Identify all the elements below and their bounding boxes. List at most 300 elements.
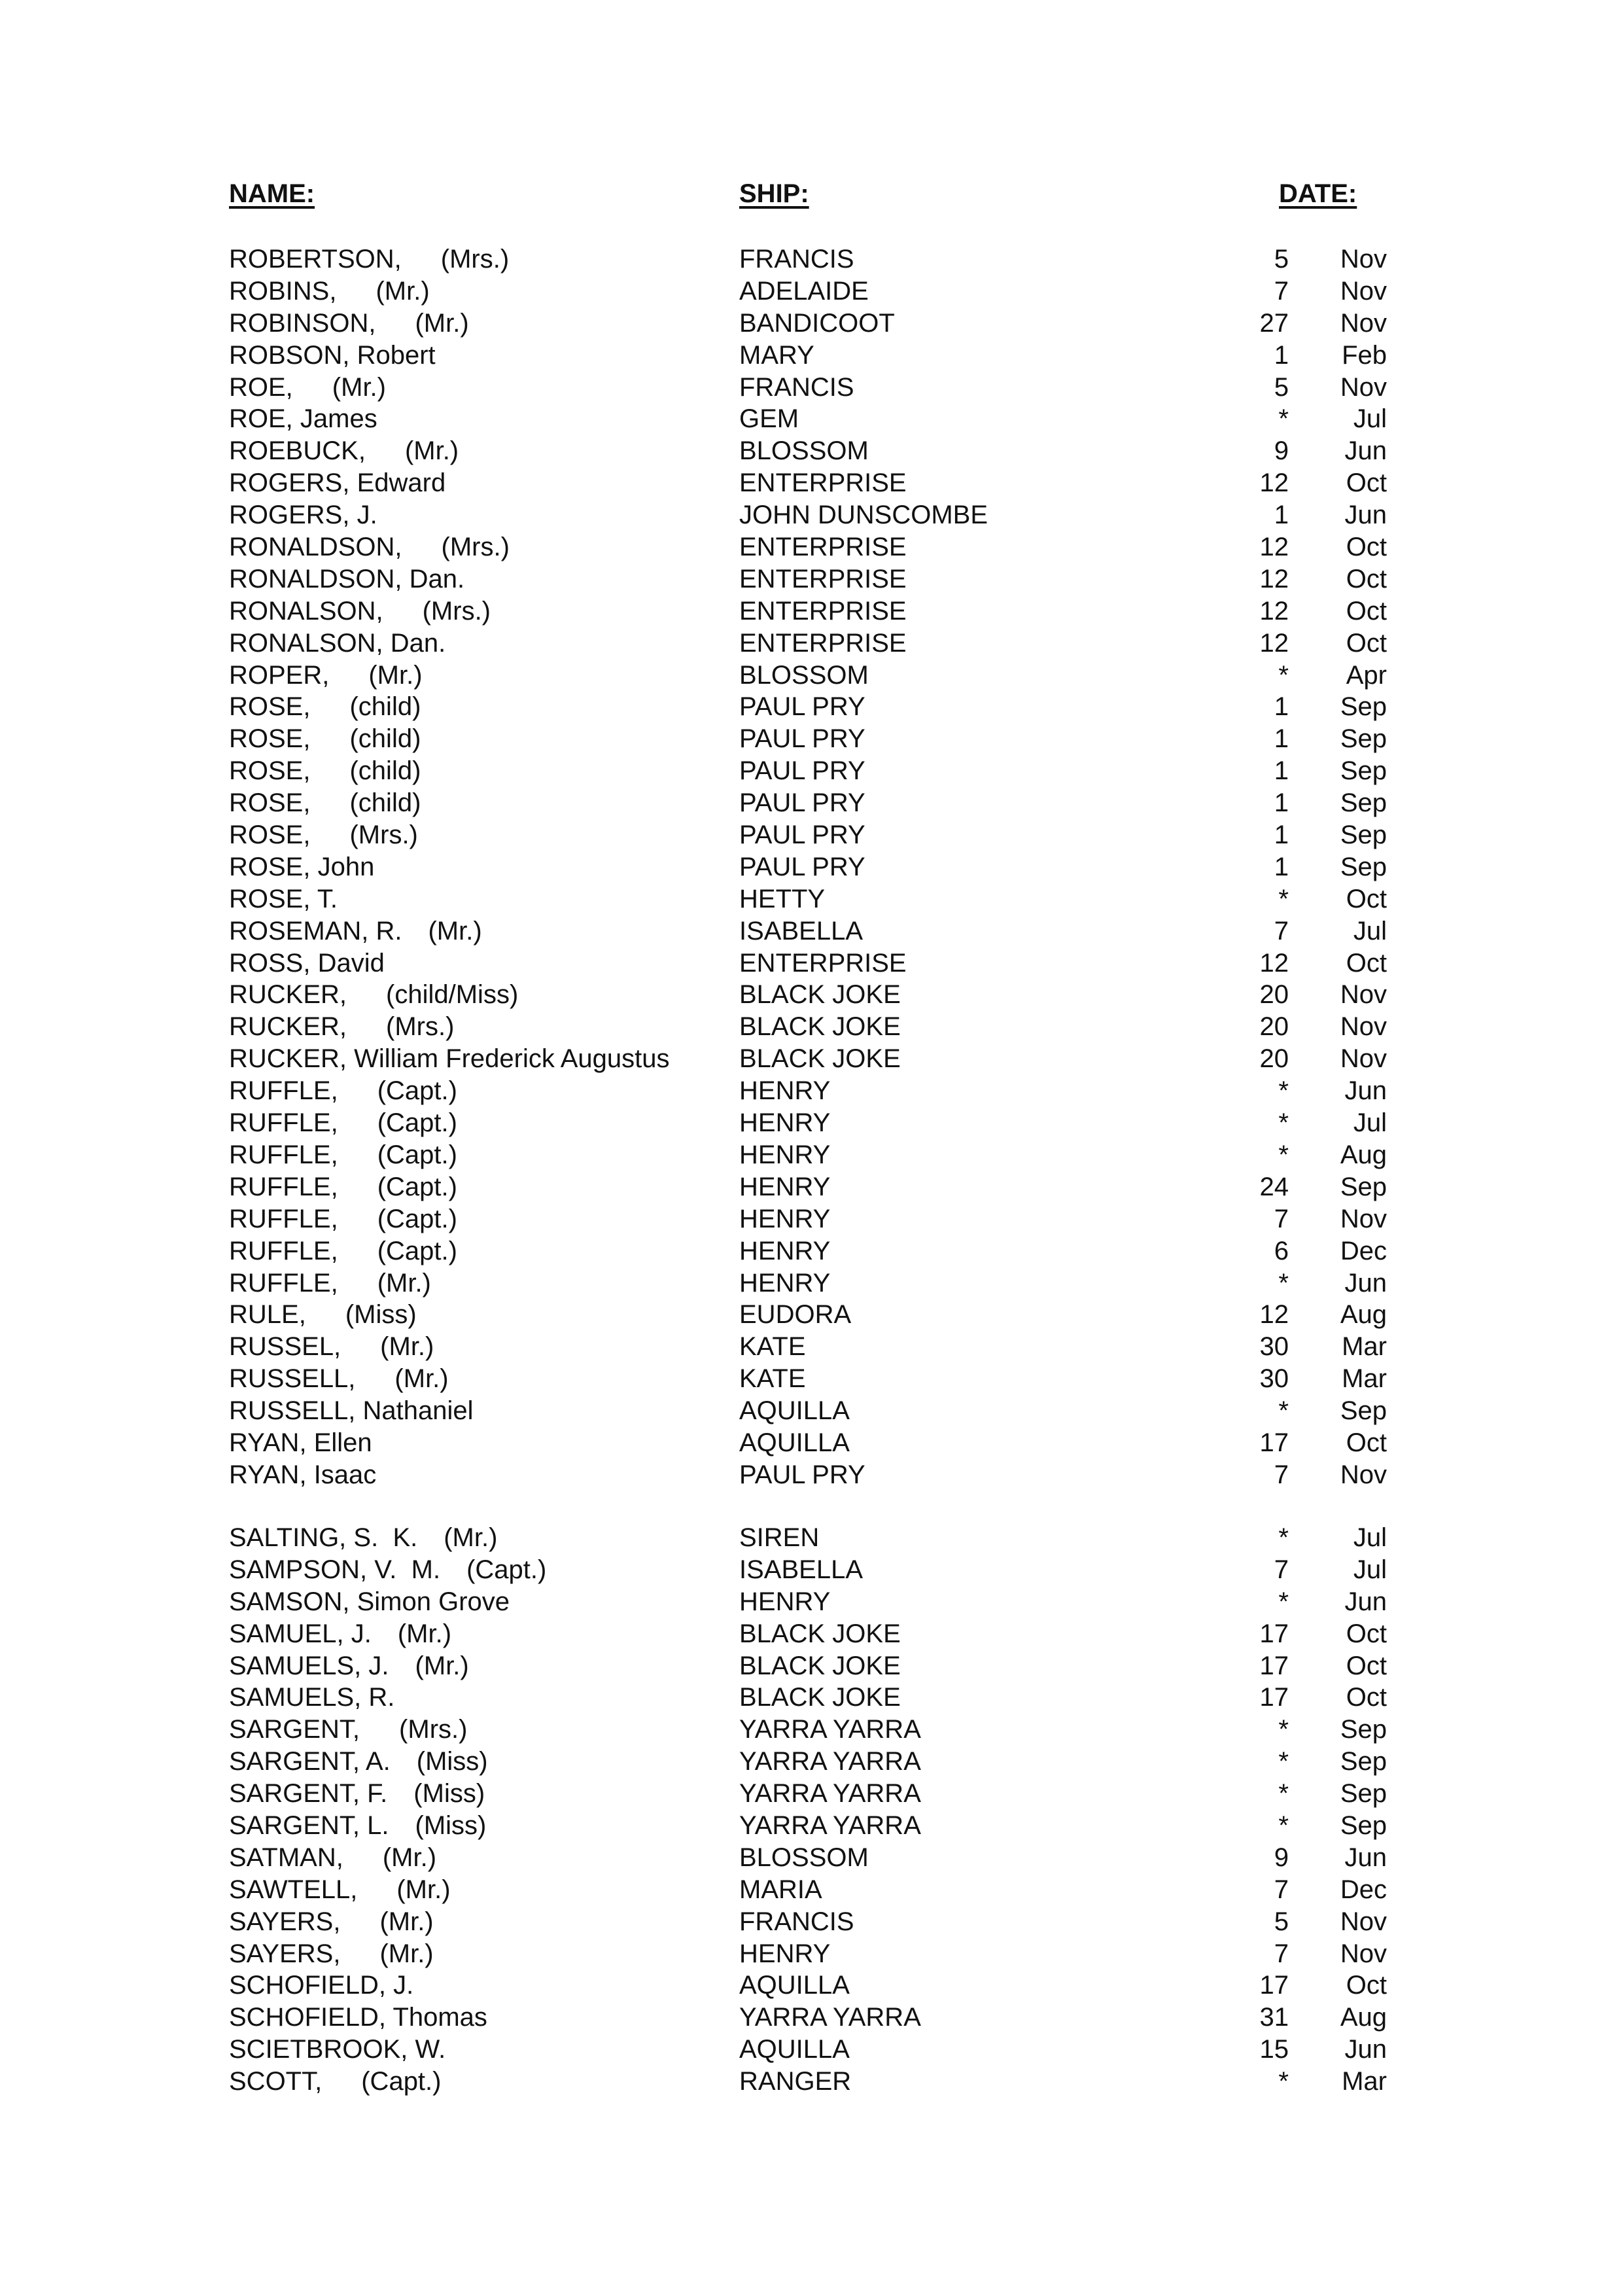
honorific: (Mr.)	[332, 372, 386, 402]
passenger-row	[222, 1682, 1393, 1714]
date-day: *	[1278, 1396, 1289, 1426]
date-day: 17	[1259, 1683, 1289, 1712]
date-day: 17	[1259, 1428, 1289, 1457]
ship-name: PAUL PRY	[739, 788, 865, 818]
date-month: Sep	[1340, 852, 1387, 881]
date-month: Nov	[1340, 1012, 1387, 1042]
surname: SAMUELS,	[229, 1651, 362, 1680]
surname: RUFFLE,	[229, 1236, 338, 1265]
passenger-row	[222, 1235, 1393, 1267]
surname: ROGERS,	[229, 501, 350, 530]
honorific: (Mr.)	[444, 1523, 498, 1552]
date-month: Sep	[1340, 1396, 1387, 1426]
given-name: A.	[365, 1747, 391, 1776]
given-name: L.	[367, 1811, 389, 1841]
date-month: Oct	[1346, 628, 1387, 658]
ship-name: FRANCIS	[739, 372, 854, 402]
date-day: 27	[1259, 308, 1289, 338]
honorific: (Mr.)	[415, 1651, 469, 1680]
date-day: 5	[1274, 1907, 1289, 1936]
surname: RUCKER,	[229, 980, 347, 1010]
passenger-row	[222, 1778, 1393, 1810]
ship-name: BLACK JOKE	[739, 1683, 901, 1712]
passenger-row	[222, 1331, 1393, 1363]
honorific: (Capt.)	[361, 2067, 442, 2096]
date-month: Sep	[1340, 1715, 1387, 1744]
passenger-name	[229, 627, 445, 660]
ship-name: ADELAIDE	[739, 276, 869, 306]
passenger-name	[229, 1842, 343, 1874]
passenger-row	[222, 1874, 1393, 1906]
honorific: (Mr.)	[380, 1332, 434, 1362]
passenger-name	[229, 1522, 417, 1554]
given-name: J.	[351, 1619, 372, 1648]
ship-name: BLACK JOKE	[739, 980, 901, 1010]
ship-name: PAUL PRY	[739, 821, 865, 850]
date-day: 5	[1274, 372, 1289, 402]
date-month: Nov	[1340, 1460, 1387, 1489]
ship-name: ENTERPRISE	[739, 948, 907, 978]
passenger-row	[222, 1906, 1393, 1938]
ship-name: KATE	[739, 1364, 806, 1394]
honorific: (Mr.)	[415, 308, 469, 338]
surname: SAWTELL,	[229, 1875, 358, 1904]
given-name: S. K.	[353, 1523, 418, 1552]
date-day: 1	[1274, 821, 1289, 850]
passenger-name	[229, 1650, 389, 1682]
passenger-row	[222, 851, 1393, 883]
honorific: (Miss)	[345, 1300, 417, 1330]
passenger-row	[222, 1938, 1393, 1970]
passenger-row	[222, 723, 1393, 755]
passenger-row	[222, 372, 1393, 404]
passenger-row	[222, 1363, 1393, 1395]
passenger-row	[222, 1554, 1393, 1586]
honorific: (child)	[349, 756, 421, 786]
date-month: Sep	[1340, 1747, 1387, 1776]
passenger-name	[229, 1427, 372, 1459]
passenger-row	[222, 308, 1393, 340]
surname: ROGERS,	[229, 468, 350, 498]
honorific: (Capt.)	[377, 1076, 457, 1106]
date-day: 1	[1274, 501, 1289, 530]
date-day: 15	[1259, 2035, 1289, 2064]
ship-name: RANGER	[739, 2067, 852, 2096]
date-day: 17	[1259, 1971, 1289, 2000]
surname: RONALSON,	[229, 628, 383, 658]
ship-name: ENTERPRISE	[739, 468, 907, 498]
date-month: Sep	[1340, 788, 1387, 818]
passenger-row	[222, 1075, 1393, 1107]
passenger-name	[229, 1459, 376, 1491]
honorific: (child)	[349, 788, 421, 818]
passenger-row	[222, 787, 1393, 819]
passenger-row	[222, 1395, 1393, 1427]
surname: RUSSEL,	[229, 1332, 341, 1362]
passenger-row	[222, 1618, 1393, 1650]
surname: RUSSELL,	[229, 1396, 356, 1426]
surname: RONALDSON,	[229, 564, 402, 593]
date-day: *	[1278, 1715, 1289, 1744]
given-name: J.	[393, 1971, 414, 2000]
date-day: *	[1278, 1523, 1289, 1552]
date-day: *	[1278, 404, 1289, 434]
given-name: Dan.	[390, 628, 446, 658]
date-day: 12	[1259, 564, 1289, 593]
given-name: David	[317, 948, 385, 978]
ship-name: BLOSSOM	[739, 1843, 869, 1872]
passenger-row	[222, 1299, 1393, 1331]
honorific: (Capt.)	[377, 1204, 457, 1233]
surname: SCIETBROOK,	[229, 2035, 408, 2064]
given-name: W.	[415, 2035, 446, 2064]
date-month: Oct	[1346, 468, 1387, 498]
ship-name: HENRY	[739, 1587, 831, 1616]
given-name: R.	[368, 1683, 395, 1712]
ship-name: FRANCIS	[739, 245, 854, 274]
date-month: Nov	[1340, 372, 1387, 402]
passenger-row	[222, 1714, 1393, 1746]
passenger-name	[229, 1139, 338, 1171]
date-month: Aug	[1340, 1140, 1387, 1169]
passenger-name	[229, 1746, 391, 1778]
surname: ROBINS,	[229, 276, 337, 306]
passenger-name	[229, 1714, 360, 1746]
passenger-row	[222, 1267, 1393, 1299]
ship-name: ISABELLA	[739, 916, 864, 945]
honorific: (Mr.)	[394, 1364, 449, 1394]
honorific: (Mr.)	[375, 276, 430, 306]
honorific: (child)	[349, 724, 421, 754]
surname: ROEBUCK,	[229, 436, 366, 466]
given-name: Simon Grove	[357, 1587, 510, 1616]
surname: ROSE,	[229, 724, 311, 754]
surname: ROSE,	[229, 692, 311, 722]
honorific: (Mrs.)	[441, 533, 510, 562]
honorific: (Mrs.)	[399, 1715, 468, 1744]
date-month: Nov	[1340, 308, 1387, 338]
date-day: *	[1278, 1779, 1289, 1809]
given-name: Thomas	[393, 2003, 487, 2032]
passenger-row	[222, 915, 1393, 947]
surname: RUFFLE,	[229, 1108, 338, 1138]
passenger-row	[222, 1842, 1393, 1874]
date-day: 20	[1259, 1044, 1289, 1074]
date-day: *	[1278, 1076, 1289, 1106]
date-month: Nov	[1340, 980, 1387, 1010]
honorific: (Mr.)	[379, 1939, 434, 1968]
date-day: 1	[1274, 340, 1289, 370]
given-name: T.	[317, 884, 338, 913]
passenger-name	[229, 723, 310, 755]
passenger-row	[222, 1043, 1393, 1075]
passenger-row	[222, 755, 1393, 787]
date-month: Oct	[1346, 1651, 1387, 1680]
passenger-row	[222, 1427, 1393, 1459]
honorific: (Capt.)	[466, 1555, 547, 1584]
date-month: Dec	[1340, 1236, 1387, 1265]
date-day: 5	[1274, 245, 1289, 274]
date-day: *	[1278, 1747, 1289, 1776]
passenger-name	[229, 787, 310, 819]
passenger-row	[222, 883, 1393, 915]
ship-name: BLACK JOKE	[739, 1651, 901, 1680]
date-day: 20	[1259, 980, 1289, 1010]
honorific: (Mrs.)	[349, 821, 418, 850]
date-day: 9	[1274, 1843, 1289, 1872]
date-day: 1	[1274, 788, 1289, 818]
ship-name: SIREN	[739, 1523, 820, 1552]
date-month: Nov	[1340, 1204, 1387, 1233]
honorific: (Mr.)	[377, 1268, 431, 1298]
date-day: *	[1278, 1811, 1289, 1841]
date-month: Oct	[1346, 1428, 1387, 1457]
surname: ROBERTSON,	[229, 245, 402, 274]
ship-name: PAUL PRY	[739, 756, 865, 786]
given-name: William Frederick Augustus	[354, 1044, 670, 1074]
passenger-name	[229, 819, 310, 851]
date-month: Oct	[1346, 1971, 1387, 2000]
date-month: Sep	[1340, 1779, 1387, 1809]
surname: ROSE,	[229, 756, 311, 786]
passenger-name	[229, 883, 338, 915]
date-month: Oct	[1346, 1683, 1387, 1712]
honorific: (child/Miss)	[386, 980, 519, 1010]
passenger-name	[229, 1938, 340, 1970]
passenger-row	[222, 435, 1393, 467]
date-month: Jul	[1353, 404, 1387, 434]
ship-column-header: SHIP:	[739, 179, 809, 208]
ship-name: YARRA YARRA	[739, 1811, 921, 1841]
ship-name: YARRA YARRA	[739, 1747, 921, 1776]
passenger-row	[222, 595, 1393, 627]
surname: SARGENT,	[229, 1811, 360, 1841]
ship-name: HENRY	[739, 1939, 831, 1968]
passenger-row	[222, 2034, 1393, 2066]
date-month: Sep	[1340, 692, 1387, 722]
honorific: (Mrs.)	[440, 245, 510, 274]
date-month: Jul	[1353, 1555, 1387, 1584]
given-name: Edward	[357, 468, 446, 498]
date-month: Nov	[1340, 1044, 1387, 1074]
ship-name: ENTERPRISE	[739, 628, 907, 658]
passenger-name	[229, 467, 445, 499]
date-month: Nov	[1340, 1939, 1387, 1968]
passenger-name	[229, 1682, 394, 1714]
surname: RONALSON,	[229, 596, 383, 626]
date-day: *	[1278, 1587, 1289, 1616]
ship-name: ISABELLA	[739, 1555, 864, 1584]
given-name: James	[300, 404, 377, 434]
passenger-name	[229, 275, 336, 308]
date-day: 1	[1274, 724, 1289, 754]
passenger-list-s	[222, 1522, 1393, 2098]
given-name: Robert	[357, 340, 436, 370]
date-day: 7	[1274, 1555, 1289, 1584]
ship-name: FRANCIS	[739, 1907, 854, 1936]
surname: RUFFLE,	[229, 1204, 338, 1233]
passenger-name	[229, 1363, 355, 1395]
given-name: V. M.	[374, 1555, 441, 1584]
date-day: 7	[1274, 916, 1289, 945]
ship-name: BLOSSOM	[739, 660, 869, 690]
passenger-row	[222, 403, 1393, 435]
date-day: 12	[1259, 948, 1289, 978]
passenger-row	[222, 819, 1393, 851]
passenger-name	[229, 1778, 387, 1810]
ship-name: YARRA YARRA	[739, 1715, 921, 1744]
passenger-name	[229, 1810, 389, 1842]
date-month: Oct	[1346, 1619, 1387, 1648]
passenger-name	[229, 1075, 338, 1107]
date-month: Oct	[1346, 564, 1387, 593]
passenger-name	[229, 2002, 487, 2034]
date-month: Nov	[1340, 276, 1387, 306]
passenger-name	[229, 1299, 306, 1331]
surname: RUFFLE,	[229, 1140, 338, 1169]
ship-name: ENTERPRISE	[739, 596, 907, 626]
passenger-name	[229, 531, 402, 563]
ship-name: BANDICOOT	[739, 308, 895, 338]
date-day: *	[1278, 884, 1289, 913]
passenger-name	[229, 1618, 372, 1650]
passenger-name	[229, 499, 377, 531]
date-month: Mar	[1342, 1364, 1387, 1394]
surname: RONALDSON,	[229, 533, 402, 562]
honorific: (Mr.)	[379, 1907, 434, 1936]
passenger-name	[229, 372, 293, 404]
date-month: Jun	[1344, 1587, 1387, 1616]
surname: ROE,	[229, 404, 293, 434]
passenger-list-r	[222, 243, 1393, 1491]
passenger-name	[229, 2066, 322, 2098]
date-month: Jul	[1353, 916, 1387, 945]
passenger-row	[222, 1139, 1393, 1171]
honorific: (Mr.)	[404, 436, 459, 466]
surname: ROBSON,	[229, 340, 350, 370]
passenger-row	[222, 1171, 1393, 1203]
honorific: (Mr.)	[382, 1843, 437, 1872]
surname: RUFFLE,	[229, 1076, 338, 1106]
surname: ROSE,	[229, 852, 311, 881]
ship-name: AQUILLA	[739, 2035, 850, 2064]
surname: SCOTT,	[229, 2067, 323, 2096]
date-day: 17	[1259, 1619, 1289, 1648]
ship-name: EUDORA	[739, 1300, 852, 1330]
date-month: Sep	[1340, 1811, 1387, 1841]
ship-name: BLACK JOKE	[739, 1012, 901, 1042]
honorific: (Miss)	[416, 1747, 488, 1776]
passenger-name	[229, 1969, 413, 2002]
ship-name: PAUL PRY	[739, 692, 865, 722]
ship-name: BLACK JOKE	[739, 1619, 901, 1648]
passenger-row	[222, 627, 1393, 660]
ship-name: KATE	[739, 1332, 806, 1362]
date-month: Oct	[1346, 948, 1387, 978]
date-day: 12	[1259, 628, 1289, 658]
surname: RULE,	[229, 1300, 306, 1330]
given-name: J.	[357, 501, 377, 530]
passenger-name	[229, 1586, 510, 1618]
passenger-name	[229, 1331, 341, 1363]
date-day: 7	[1274, 1875, 1289, 1904]
honorific: (Mr.)	[397, 1619, 452, 1648]
passenger-row	[222, 1459, 1393, 1491]
date-month: Jun	[1344, 436, 1387, 466]
given-name: Nathaniel	[362, 1396, 474, 1426]
date-month: Mar	[1342, 2067, 1387, 2096]
passenger-row	[222, 1011, 1393, 1043]
passenger-row	[222, 467, 1393, 499]
honorific: (Mr.)	[396, 1875, 451, 1904]
surname: SARGENT,	[229, 1747, 360, 1776]
ship-name: HENRY	[739, 1204, 831, 1233]
surname: ROBINSON,	[229, 308, 376, 338]
passenger-row	[222, 243, 1393, 275]
honorific: (Mr.)	[428, 916, 482, 945]
surname: ROPER,	[229, 660, 330, 690]
honorific: (Mrs.)	[422, 596, 491, 626]
date-day: 9	[1274, 436, 1289, 466]
passenger-row	[222, 2002, 1393, 2034]
date-month: Mar	[1342, 1332, 1387, 1362]
passenger-row	[222, 660, 1393, 692]
honorific: (Mrs.)	[386, 1012, 455, 1042]
surname: RYAN,	[229, 1428, 307, 1457]
date-day: 1	[1274, 852, 1289, 881]
ship-name: HENRY	[739, 1268, 831, 1298]
date-month: Aug	[1340, 1300, 1387, 1330]
passenger-name	[229, 1043, 670, 1075]
date-day: 30	[1259, 1364, 1289, 1394]
passenger-name	[229, 1874, 357, 1906]
passenger-row	[222, 563, 1393, 595]
surname: SCHOFIELD,	[229, 1971, 387, 2000]
honorific: (Capt.)	[377, 1172, 457, 1201]
honorific: (Capt.)	[377, 1108, 457, 1138]
ship-name: HETTY	[739, 884, 826, 913]
given-name: John	[317, 852, 375, 881]
honorific: (child)	[349, 692, 421, 722]
date-column-header: DATE:	[1279, 179, 1357, 208]
ship-name: YARRA YARRA	[739, 2003, 921, 2032]
surname: ROSE,	[229, 821, 311, 850]
ship-name: ENTERPRISE	[739, 564, 907, 593]
surname: SAYERS,	[229, 1939, 341, 1968]
ship-name: AQUILLA	[739, 1396, 850, 1426]
passenger-row	[222, 1522, 1393, 1554]
date-day: 1	[1274, 756, 1289, 786]
surname: SCHOFIELD,	[229, 2003, 387, 2032]
passenger-row	[222, 691, 1393, 723]
ship-name: HENRY	[739, 1140, 831, 1169]
date-day: 7	[1274, 1939, 1289, 1968]
passenger-row	[222, 1969, 1393, 2002]
date-day: 30	[1259, 1332, 1289, 1362]
date-month: Jul	[1353, 1523, 1387, 1552]
passenger-row	[222, 979, 1393, 1011]
passenger-name	[229, 403, 377, 435]
date-month: Jun	[1344, 501, 1387, 530]
surname: RUCKER,	[229, 1044, 347, 1074]
passenger-name	[229, 563, 464, 595]
passenger-name	[229, 1267, 338, 1299]
date-month: Oct	[1346, 884, 1387, 913]
surname: SAMPSON,	[229, 1555, 368, 1584]
surname: RUFFLE,	[229, 1268, 338, 1298]
date-day: 31	[1259, 2003, 1289, 2032]
given-name: Isaac	[313, 1460, 377, 1489]
